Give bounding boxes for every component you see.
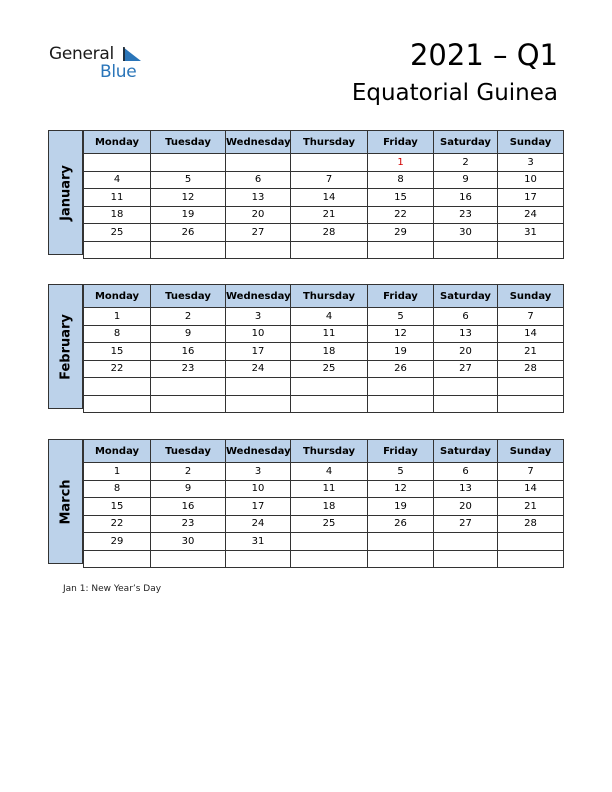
month-name: January [58, 164, 73, 221]
month-name: February [58, 313, 73, 380]
day-cell: 27 [434, 360, 498, 378]
day-cell: 6 [226, 171, 291, 189]
week-row [84, 308, 564, 326]
day-cell [151, 154, 226, 172]
weekday-header: Friday [368, 440, 434, 463]
day-cell: 28 [498, 515, 564, 533]
day-cell: 31 [498, 224, 564, 242]
week-row [84, 154, 564, 172]
day-cell: 10 [498, 171, 564, 189]
week-row [84, 378, 564, 396]
day-cell: 19 [368, 498, 434, 516]
logo-word-general: General [49, 44, 114, 64]
month-block-january [48, 130, 563, 255]
weekday-header: Friday [368, 131, 434, 154]
day-cell: 22 [84, 515, 151, 533]
day-cell [368, 241, 434, 259]
day-cell: 1 [84, 463, 151, 481]
day-cell: 29 [368, 224, 434, 242]
day-cell: 20 [226, 206, 291, 224]
week-row [84, 171, 564, 189]
weekday-header: Wednesday [226, 440, 291, 463]
week-row [84, 515, 564, 533]
weekday-header: Saturday [434, 131, 498, 154]
day-cell: 26 [368, 515, 434, 533]
week-row [84, 480, 564, 498]
weekday-header: Thursday [291, 285, 368, 308]
day-cell: 19 [151, 206, 226, 224]
week-row [84, 189, 564, 207]
day-cell: 20 [434, 343, 498, 361]
day-cell: 11 [84, 189, 151, 207]
day-cell: 26 [151, 224, 226, 242]
day-cell [226, 378, 291, 396]
day-cell: 5 [151, 171, 226, 189]
day-cell: 25 [291, 515, 368, 533]
week-row [84, 550, 564, 568]
day-cell [498, 533, 564, 551]
day-cell: 9 [151, 480, 226, 498]
day-cell: 12 [368, 480, 434, 498]
day-cell [84, 395, 151, 413]
weekday-header: Monday [84, 440, 151, 463]
day-cell: 13 [434, 325, 498, 343]
day-cell: 17 [226, 498, 291, 516]
month-grid [83, 439, 564, 568]
day-cell: 4 [84, 171, 151, 189]
week-row [84, 241, 564, 259]
day-cell [498, 395, 564, 413]
day-cell: 9 [434, 171, 498, 189]
day-cell [498, 378, 564, 396]
day-cell [226, 154, 291, 172]
day-cell: 11 [291, 480, 368, 498]
month-grid [83, 284, 564, 413]
day-cell [368, 533, 434, 551]
month-block-february [48, 284, 563, 409]
month-label-band [48, 439, 83, 564]
weekday-header: Sunday [498, 440, 564, 463]
day-cell: 25 [84, 224, 151, 242]
weekday-header-row [84, 131, 564, 154]
day-cell [151, 378, 226, 396]
day-cell: 2 [434, 154, 498, 172]
day-cell: 5 [368, 463, 434, 481]
day-cell: 21 [498, 498, 564, 516]
day-cell: 1 [84, 308, 151, 326]
day-cell: 3 [226, 463, 291, 481]
weekday-header: Monday [84, 285, 151, 308]
day-cell: 27 [226, 224, 291, 242]
day-cell: 18 [291, 343, 368, 361]
day-cell: 2 [151, 308, 226, 326]
day-cell: 16 [434, 189, 498, 207]
month-block-march [48, 439, 563, 564]
weekday-header: Thursday [291, 131, 368, 154]
day-cell: 6 [434, 463, 498, 481]
day-cell [84, 378, 151, 396]
day-cell: 22 [84, 360, 151, 378]
day-cell [498, 550, 564, 568]
day-cell [151, 395, 226, 413]
day-cell [291, 154, 368, 172]
weekday-header-row [84, 285, 564, 308]
day-cell [498, 241, 564, 259]
month-name: March [58, 478, 73, 525]
week-row [84, 395, 564, 413]
day-cell: 15 [84, 343, 151, 361]
day-cell: 8 [368, 171, 434, 189]
day-cell: 25 [291, 360, 368, 378]
day-cell [291, 550, 368, 568]
day-cell: 21 [291, 206, 368, 224]
weekday-header: Wednesday [226, 285, 291, 308]
week-row [84, 463, 564, 481]
day-cell: 14 [291, 189, 368, 207]
day-cell [434, 550, 498, 568]
day-cell [291, 241, 368, 259]
day-cell: 30 [151, 533, 226, 551]
day-cell [84, 154, 151, 172]
day-cell: 13 [434, 480, 498, 498]
day-cell: 14 [498, 480, 564, 498]
day-cell: 22 [368, 206, 434, 224]
day-cell: 10 [226, 480, 291, 498]
weekday-header: Thursday [291, 440, 368, 463]
day-cell: 7 [498, 463, 564, 481]
day-cell: 2 [151, 463, 226, 481]
day-cell: 11 [291, 325, 368, 343]
day-cell: 31 [226, 533, 291, 551]
month-label-band [48, 130, 83, 255]
day-cell [434, 533, 498, 551]
weekday-header: Saturday [434, 440, 498, 463]
day-cell [291, 378, 368, 396]
day-cell: 14 [498, 325, 564, 343]
week-row [84, 224, 564, 242]
logo-flag-icon [123, 47, 141, 61]
day-cell [434, 378, 498, 396]
weekday-header: Tuesday [151, 440, 226, 463]
day-cell: 28 [498, 360, 564, 378]
week-row [84, 206, 564, 224]
day-cell [226, 550, 291, 568]
day-cell: 20 [434, 498, 498, 516]
day-cell: 24 [226, 515, 291, 533]
holiday-footnote: Jan 1: New Year’s Day [63, 584, 162, 594]
day-cell [151, 241, 226, 259]
day-cell [434, 241, 498, 259]
day-cell [434, 395, 498, 413]
generalblue-logo [49, 44, 149, 84]
day-cell [291, 395, 368, 413]
day-cell [226, 395, 291, 413]
day-cell: 7 [291, 171, 368, 189]
day-cell: 3 [498, 154, 564, 172]
weekday-header: Tuesday [151, 285, 226, 308]
day-cell: 30 [434, 224, 498, 242]
day-cell: 29 [84, 533, 151, 551]
day-cell: 26 [368, 360, 434, 378]
day-cell: 6 [434, 308, 498, 326]
day-cell: 18 [84, 206, 151, 224]
day-cell: 17 [226, 343, 291, 361]
day-cell [368, 378, 434, 396]
day-cell: 5 [368, 308, 434, 326]
day-cell: 21 [498, 343, 564, 361]
day-cell: 12 [151, 189, 226, 207]
weekday-header: Tuesday [151, 131, 226, 154]
day-cell: 23 [151, 515, 226, 533]
weekday-header: Friday [368, 285, 434, 308]
weekday-header: Sunday [498, 285, 564, 308]
day-cell: 9 [151, 325, 226, 343]
day-cell: 1 [368, 154, 434, 172]
day-cell: 16 [151, 498, 226, 516]
weekday-header: Wednesday [226, 131, 291, 154]
month-label-band [48, 284, 83, 409]
day-cell: 15 [84, 498, 151, 516]
day-cell: 7 [498, 308, 564, 326]
day-cell [368, 395, 434, 413]
weekday-header-row [84, 440, 564, 463]
day-cell: 3 [226, 308, 291, 326]
day-cell: 16 [151, 343, 226, 361]
day-cell: 23 [151, 360, 226, 378]
month-grid [83, 130, 564, 259]
weekday-header: Saturday [434, 285, 498, 308]
day-cell: 8 [84, 325, 151, 343]
day-cell: 24 [498, 206, 564, 224]
day-cell: 15 [368, 189, 434, 207]
week-row [84, 533, 564, 551]
day-cell: 17 [498, 189, 564, 207]
day-cell: 13 [226, 189, 291, 207]
day-cell: 23 [434, 206, 498, 224]
week-row [84, 325, 564, 343]
logo-word-blue: Blue [100, 62, 137, 82]
week-row [84, 360, 564, 378]
day-cell: 4 [291, 308, 368, 326]
week-row [84, 498, 564, 516]
day-cell: 12 [368, 325, 434, 343]
day-cell: 24 [226, 360, 291, 378]
day-cell: 8 [84, 480, 151, 498]
day-cell [226, 241, 291, 259]
weekday-header: Sunday [498, 131, 564, 154]
day-cell: 18 [291, 498, 368, 516]
day-cell: 19 [368, 343, 434, 361]
day-cell [84, 241, 151, 259]
day-cell: 4 [291, 463, 368, 481]
weekday-header: Monday [84, 131, 151, 154]
day-cell [151, 550, 226, 568]
day-cell [291, 533, 368, 551]
day-cell [368, 550, 434, 568]
country-subtitle: Equatorial Guinea [351, 80, 558, 106]
day-cell: 28 [291, 224, 368, 242]
day-cell [84, 550, 151, 568]
week-row [84, 343, 564, 361]
day-cell: 27 [434, 515, 498, 533]
page-title: 2021 – Q1 [409, 38, 558, 72]
day-cell: 10 [226, 325, 291, 343]
